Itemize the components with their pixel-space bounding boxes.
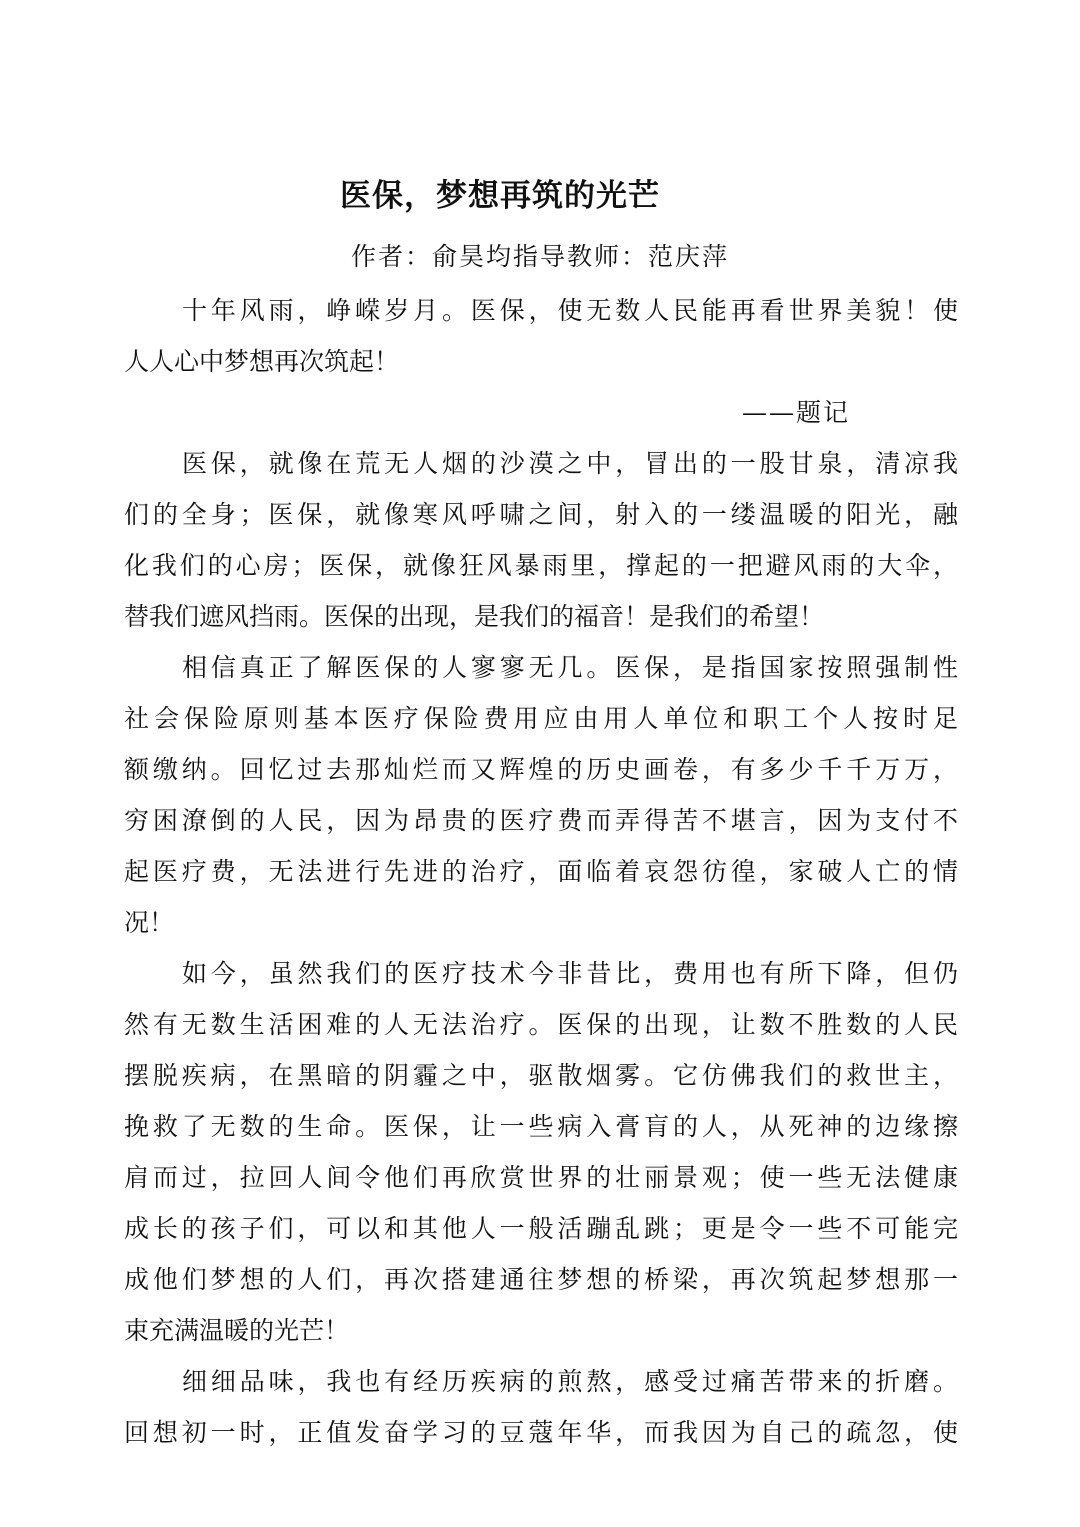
document-title: 医保，梦想再筑的光芒 xyxy=(340,178,660,214)
text-line: 医保，就像在荒无人烟的沙漠之中，冒出的一股甘泉，清凉我 xyxy=(182,449,958,478)
text-line: 摆脱疾病，在黑暗的阴霾之中，驱散烟雾。它仿佛我们的救世主， xyxy=(124,1061,958,1090)
author-byline: 作者：俞昊均指导教师：范庆萍 xyxy=(350,242,729,271)
document-body xyxy=(124,285,958,1458)
text-line: 替我们遮风挡雨。医保的出现，是我们的福音！是我们的希望！ xyxy=(124,602,825,631)
text-line: 额缴纳。回忆过去那灿烂而又辉煌的历史画卷，有多少千千万万， xyxy=(124,755,958,784)
paragraph xyxy=(124,1356,958,1458)
text-line: 成他们梦想的人们，再次搭建通往梦想的桥梁，再次筑起梦想那一 xyxy=(124,1265,958,1294)
paragraph xyxy=(124,642,958,948)
text-line: 成长的孩子们，可以和其他人一般活蹦乱跳；更是令一些不可能完 xyxy=(124,1214,958,1243)
text-line: 况！ xyxy=(124,908,175,937)
text-line: 化我们的心房；医保，就像狂风暴雨里，撑起的一把避风雨的大伞， xyxy=(124,551,958,580)
epigraph xyxy=(124,285,958,438)
text-line: 社会保险原则基本医疗保险费用应由用人单位和职工个人按时足 xyxy=(124,704,958,733)
text-line: 十年风雨，峥嵘岁月。医保，使无数人民能再看世界美貌！使 xyxy=(182,296,958,325)
text-line: 挽救了无数的生命。医保，让一些病入膏肓的人，从死神的边缘擦 xyxy=(124,1112,958,1141)
text-line: 们的全身；医保，就像寒风呼啸之间，射入的一缕温暖的阳光，融 xyxy=(124,500,958,529)
text-line: 肩而过，拉回人间令他们再欣赏世界的壮丽景观；使一些无法健康 xyxy=(124,1163,958,1192)
text-line: 相信真正了解医保的人寥寥无几。医保，是指国家按照强制性 xyxy=(182,653,958,682)
text-line: 起医疗费，无法进行先进的治疗，面临着哀怨彷徨，家破人亡的情 xyxy=(124,857,958,886)
text-line: 束充满温暖的光芒！ xyxy=(124,1316,350,1345)
epigraph-attribution: ——题记 xyxy=(741,398,850,427)
text-line: 然有无数生活困难的人无法治疗。医保的出现，让数不胜数的人民 xyxy=(124,1010,958,1039)
text-line: 回想初一时，正值发奋学习的豆蔻年华，而我因为自己的疏忽，使 xyxy=(124,1418,958,1447)
text-line: 细细品味，我也有经历疾病的煎熬，感受过痛苦带来的折磨。 xyxy=(182,1367,958,1396)
paragraph xyxy=(124,948,958,1356)
text-line: 穷困潦倒的人民，因为昂贵的医疗费而弄得苦不堪言，因为支付不 xyxy=(124,806,958,835)
paragraph xyxy=(124,438,958,642)
text-line: 人人心中梦想再次筑起！ xyxy=(124,347,400,376)
text-line: 如今，虽然我们的医疗技术今非昔比，费用也有所下降，但仍 xyxy=(182,959,958,988)
